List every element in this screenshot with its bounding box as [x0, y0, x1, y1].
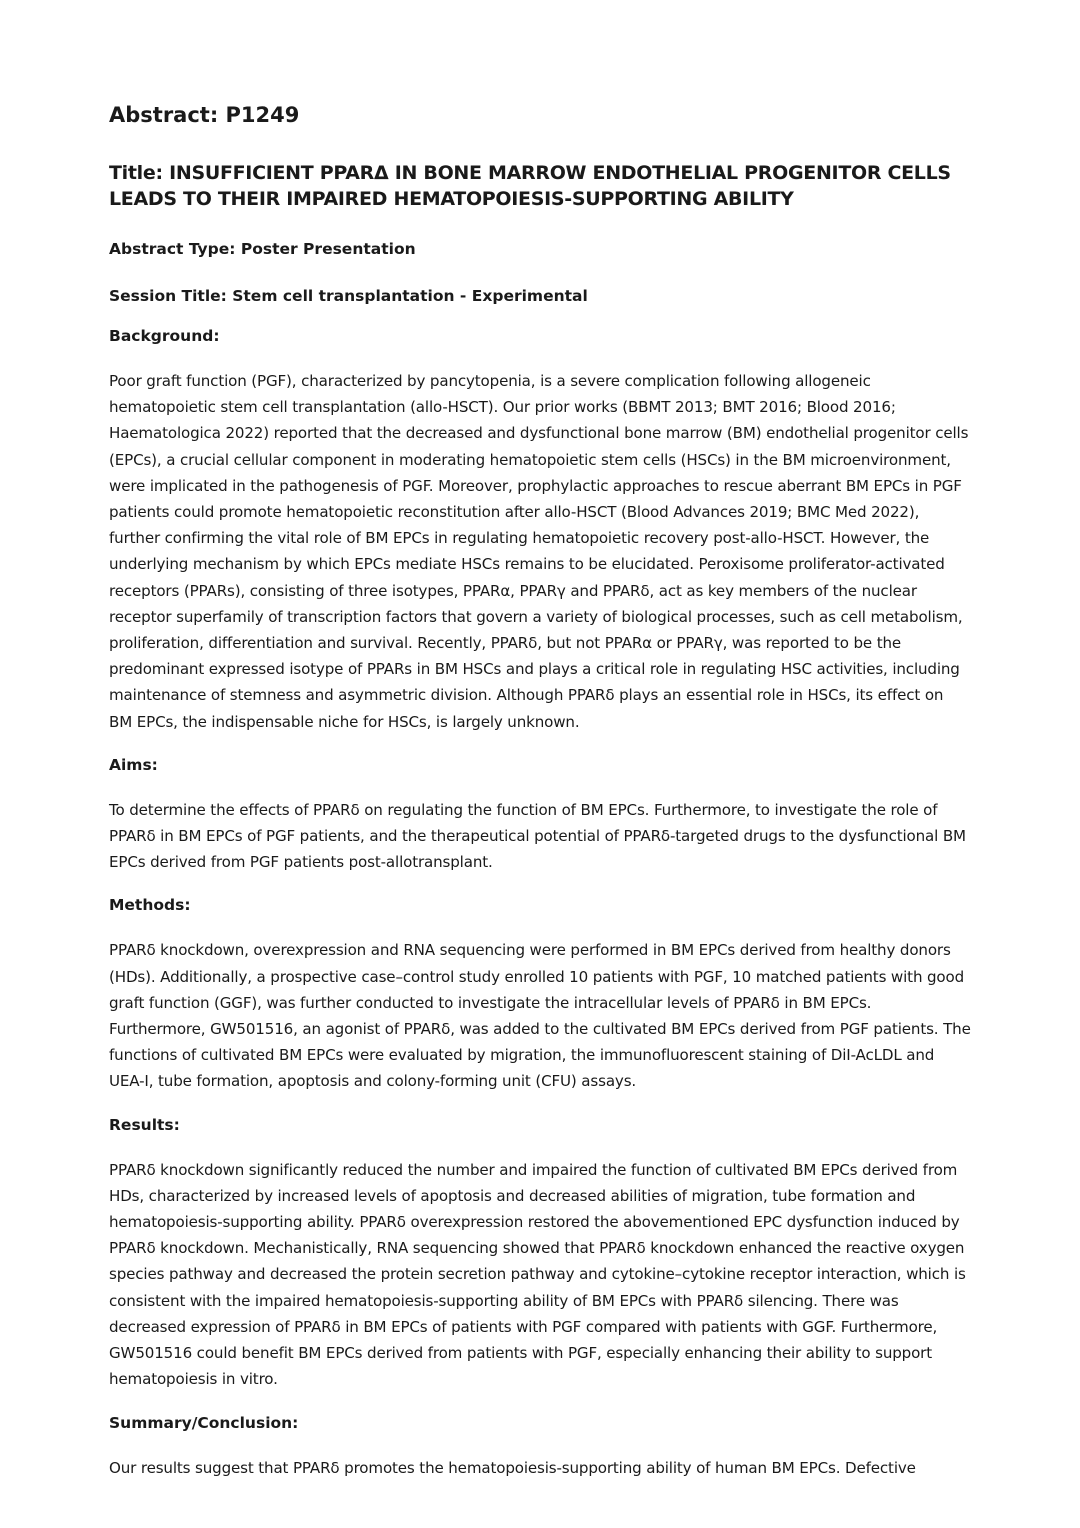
results-heading: Results: — [109, 1115, 180, 1134]
conclusion-text: Our results suggest that PPARδ promotes the hematopoiesis-supporting ability of human BM EPCs. Defective — [109, 1458, 916, 1477]
session-title: Session Title: Stem cell transplantation - Experimental — [109, 287, 588, 305]
abstract-type: Abstract Type: Poster Presentation — [109, 240, 416, 258]
results-text: PPARδ knockdown significantly reduced the number and impaired the function of cultivated BM EPCs derived from HDs, characterized by increased levels of apoptosis and decreased abilities of migration, tube formation and hematopoiesis-supporting ability. PPARδ overexpression restored the abovementioned EPC dysfunction induced by PPARδ knockdown. Mechanistically, RNA sequencing showed that PPARδ knockdown enhanced the reactive oxygen species pathway and decreased the protein secretion pathway and cytokine–cytokine receptor interaction, which is consistent with the impaired hematopoiesis-supporting ability of BM EPCs with PPARδ silencing. There was decreased expression of PPARδ in BM EPCs of patients with PGF compared with patients with GGF. Furthermore, GW501516 could benefit BM EPCs derived from patients with PGF, especially enhancing their ability to support hematopoiesis in vitro. — [109, 1160, 966, 1389]
abstract-title: Title: INSUFFICIENT PPARΔ IN BONE MARROW ENDOTHELIAL PROGENITOR CELLS LEADS TO THEIR IMPAIRED HEMATOPOIESIS-SUPPORTING ABILITY — [109, 162, 951, 210]
abstract-number: Abstract: P1249 — [109, 103, 300, 127]
background-heading: Background: — [109, 327, 220, 345]
methods-text: PPARδ knockdown, overexpression and RNA sequencing were performed in BM EPCs derived from healthy donors (HDs). Additionally, a prospective case–control study enrolled 10 patients with PGF, 10 matched patients with good graft function (GGF), was further conducted to investigate the intracellular levels of PPARδ in BM EPCs. Furthermore, GW501516, an agonist of PPARδ, was added to the cultivated BM EPCs derived from PGF patients. The functions of cultivated BM EPCs were evaluated by migration, the immunofluorescent staining of DiI-AcLDL and UEA-I, tube formation, apoptosis and colony-forming unit (CFU) assays. — [109, 941, 971, 1091]
methods-heading: Methods: — [109, 896, 191, 915]
aims-text: To determine the effects of PPARδ on regulating the function of BM EPCs. Furthermore, to investigate the role of PPARδ in BM EPCs of PGF patients, and the therapeutical potential of PPARδ-targeted drugs to the dysfunctional BM EPCs derived from PGF patients post-allotransplant. — [109, 800, 966, 872]
abstract-page — [109, 100, 971, 1500]
aims-heading: Aims: — [109, 755, 158, 774]
background-text: Poor graft function (PGF), characterized by pancytopenia, is a severe complication following allogeneic hematopoietic stem cell transplantation (allo-HSCT). Our prior works (BBMT 2013; BMT 2016; Blood 2016; Haematologica 2022) reported that the decreased and dysfunctional bone marrow (BM) endothelial progenitor cells (EPCs), a crucial cellular component in moderating hematopoietic stem cells (HSCs) in the BM microenvironment, were implicated in the pathogenesis of PGF. Moreover, prophylactic approaches to rescue aberrant BM EPCs in PGF patients could promote hematopoietic reconstitution after allo-HSCT (Blood Advances 2019; BMC Med 2022), further confirming the vital role of BM EPCs in regulating hematopoietic recovery post-allo-HSCT. However, the underlying mechanism by which EPCs mediate HSCs remains to be elucidated. Peroxisome proliferator-activated receptors (PPARs), consisting of three isotypes, PPARα, PPARγ and PPARδ, act as key members of the nuclear receptor superfamily of transcription factors that govern a variety of biological processes, such as cell metabolism, proliferation, differentiation and survival. Recently, PPARδ, but not PPARα or PPARγ, was reported to be the predominant expressed isotype of PPARs in BM HSCs and plays a critical role in regulating HSC activities, including maintenance of stemness and asymmetric division. Although PPARδ plays an essential role in HSCs, its effect on BM EPCs, the indispensable niche for HSCs, is largely unknown. — [109, 372, 969, 731]
conclusion-heading: Summary/Conclusion: — [109, 1413, 299, 1432]
